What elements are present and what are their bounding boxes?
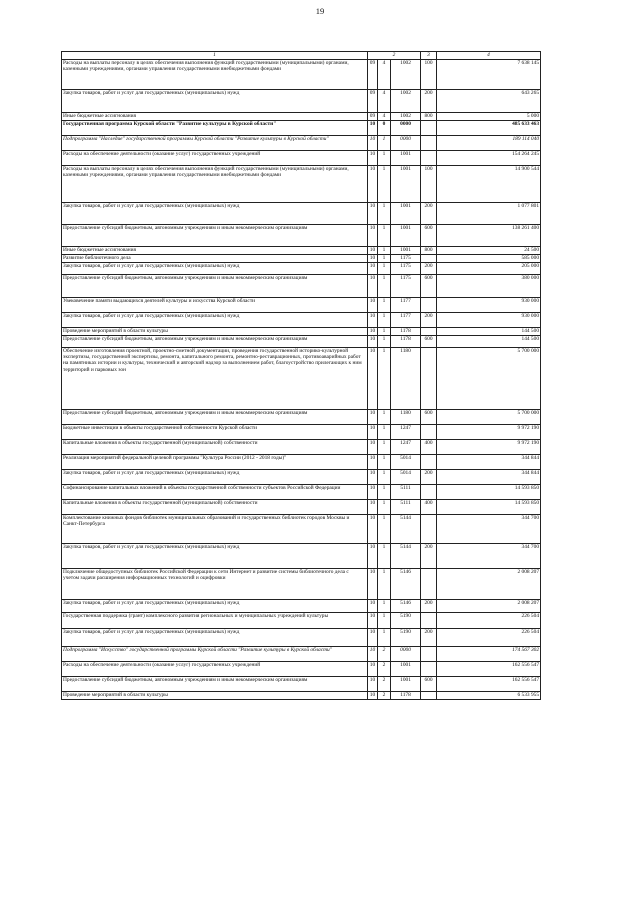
expense-type: 200 [421,90,437,113]
row-name: Закупка товаров, работ и услуг для государственных (муниципальных) нужд [62,203,368,225]
code-a: 10 [368,247,378,255]
header-col-1: 1 [62,52,368,60]
code-a: 10 [368,313,378,328]
expense-type [421,255,437,263]
row-name: Предоставление субсидий бюджетным, автономным учреждениям и иным некоммерческим организациям [62,677,368,692]
table-row [62,113,541,121]
row-amount: 344 700 [437,544,541,569]
code-b: 1 [378,336,391,348]
row-name: Закупка товаров, работ и услуг для государственных (муниципальных) нужд [62,600,368,613]
code-c: 1175 [391,255,421,263]
row-name: Подключение общедоступных библиотек Российской Федерации к сети Интернет и развитие системы библиотечного дела с учетом задачи расширения информационных технологий и оцифровки [62,569,368,600]
table-row [62,166,541,203]
code-a: 10 [368,662,378,677]
row-amount: 5 700 000 [437,410,541,425]
code-a: 10 [368,600,378,613]
table-row [62,225,541,247]
expense-type: 600 [421,336,437,348]
code-a: 10 [368,440,378,455]
row-amount: 6 533 955 [437,692,541,700]
code-a: 10 [368,263,378,275]
row-name: Государственная поддержка (грант) комплексного развития региональных и муниципальных учреждений культуры [62,613,368,629]
row-amount: 485 633 463 [437,121,541,136]
expense-type: 200 [421,313,437,328]
expense-type [421,425,437,440]
code-a: 10 [368,136,378,151]
row-name: Обеспечение изготовления проектной, проектно-сметной документации, проведения государственной историко-культурной экспертизы, государственной экспертизы, ремонта, капитального ремонта, ремонтно-реставрационных, противоаварийных работ на памятниках истории и культуры, технический и авторский надзор за выполнением работ, благоустройство прилегающих к ним территорий и парковых зон [62,348,368,410]
code-a: 10 [368,348,378,410]
code-c: 1002 [391,113,421,121]
row-name: Проведение мероприятий в области культуры [62,692,368,700]
table-row [62,298,541,313]
code-a: 10 [368,455,378,470]
table-row [62,328,541,336]
row-name: Комплектование книжных фондов библиотек муниципальных образований и государственных библиотек городов Москвы и Санкт-Петербурга [62,515,368,544]
table-row [62,336,541,348]
code-b: 4 [378,113,391,121]
code-c: 5014 [391,470,421,485]
code-c: 5144 [391,515,421,544]
code-c: 1001 [391,225,421,247]
row-name: Капитальные вложения в объекты государственной (муниципальной) собственности [62,440,368,455]
row-amount: 5 700 000 [437,348,541,410]
table-row [62,121,541,136]
code-c: 5146 [391,600,421,613]
code-b: 1 [378,470,391,485]
row-amount: 226 504 [437,629,541,647]
row-amount: 7 638 145 [437,60,541,90]
code-a: 10 [368,151,378,166]
table-row [62,455,541,470]
code-a: 10 [368,425,378,440]
row-name: Закупка товаров, работ и услуг для государственных (муниципальных) нужд [62,544,368,569]
code-c: 1178 [391,336,421,348]
row-name: Развитие библиотечного дела [62,255,368,263]
row-name: Государственная программа Курской области "Развитие культуры в Курской области" [62,121,368,136]
table-row [62,470,541,485]
row-amount: 162 556 547 [437,662,541,677]
code-c: 5146 [391,569,421,600]
row-name: Увековечение памяти выдающихся деятелей культуры и искусства Курской области [62,298,368,313]
expense-type: 800 [421,247,437,255]
table-row [62,662,541,677]
code-a: 10 [368,677,378,692]
row-amount: 585 000 [437,255,541,263]
code-c: 1001 [391,247,421,255]
row-amount: 162 556 547 [437,677,541,692]
header-col-4: 4 [437,52,541,60]
expense-type: 200 [421,263,437,275]
row-amount: 930 000 [437,313,541,328]
table-row [62,569,541,600]
code-a: 10 [368,515,378,544]
table-row [62,692,541,700]
code-b: 4 [378,90,391,113]
code-a: 10 [368,166,378,203]
table-row [62,600,541,613]
expense-type [421,136,437,151]
table-row [62,500,541,515]
expense-type [421,455,437,470]
row-amount: 144 500 [437,328,541,336]
code-a: 10 [368,569,378,600]
code-c: 1178 [391,328,421,336]
expense-type: 600 [421,225,437,247]
table-row [62,677,541,692]
row-amount: 14 900 544 [437,166,541,203]
code-a: 09 [368,90,378,113]
code-b: 1 [378,348,391,410]
table-row [62,348,541,410]
expense-type [421,298,437,313]
row-name: Закупка товаров, работ и услуг для государственных (муниципальных) нужд [62,90,368,113]
code-c: 1247 [391,425,421,440]
row-amount: 380 000 [437,275,541,298]
table-row [62,247,541,255]
code-a: 10 [368,336,378,348]
expense-type [421,328,437,336]
row-amount: 9 972 190 [437,440,541,455]
table-header-row [62,52,541,60]
row-name: Предоставление субсидий бюджетным, автономным учреждениям и иным некоммерческим организациям [62,410,368,425]
code-a: 10 [368,647,378,662]
row-name: Предоставление субсидий бюджетным, автономным учреждениям и иным некоммерческим организациям [62,275,368,298]
code-a: 10 [368,203,378,225]
code-b: 1 [378,328,391,336]
code-b: 1 [378,166,391,203]
code-c: 1175 [391,275,421,298]
code-a: 10 [368,485,378,500]
expense-type [421,662,437,677]
row-amount: 174 567 302 [437,647,541,662]
expense-type: 800 [421,113,437,121]
row-amount: 189 114 040 [437,136,541,151]
table-row [62,60,541,90]
row-amount: 5 000 [437,113,541,121]
code-a: 10 [368,629,378,647]
code-c: 5111 [391,500,421,515]
code-a: 10 [368,500,378,515]
code-a: 10 [368,225,378,247]
row-amount: 930 000 [437,298,541,313]
code-a: 09 [368,60,378,90]
row-name: Бюджетные инвестиции в объекты государственной собственности Курской области [62,425,368,440]
code-b: 4 [378,60,391,90]
code-a: 10 [368,544,378,569]
row-amount: 14 593 850 [437,500,541,515]
row-amount: 14 593 850 [437,485,541,500]
code-b: 1 [378,569,391,600]
row-amount: 344 844 [437,455,541,470]
code-b: 1 [378,515,391,544]
code-c: 5014 [391,455,421,470]
code-a: 10 [368,298,378,313]
row-amount: 154 264 245 [437,151,541,166]
code-a: 10 [368,613,378,629]
expense-type: 600 [421,275,437,298]
code-b: 1 [378,544,391,569]
expense-type: 100 [421,166,437,203]
code-c: 1001 [391,677,421,692]
expense-type [421,692,437,700]
page-number: 19 [315,6,325,16]
code-b: 0 [378,121,391,136]
row-amount: 226 504 [437,613,541,629]
table-row [62,313,541,328]
table-row [62,425,541,440]
table-row [62,647,541,662]
row-name: Закупка товаров, работ и услуг для государственных (муниципальных) нужд [62,313,368,328]
code-c: 1001 [391,166,421,203]
row-name: Подпрограмма "Наследие" государственной программы Курской области "Развитие культуры в Курской области" [62,136,368,151]
row-name: Расходы на выплаты персоналу в целях обеспечения выполнения функций государственными (муниципальными) органами, казенными учреждениями, органами управления государственными внебюджетными фондами [62,166,368,203]
table-row [62,203,541,225]
code-c: 5111 [391,485,421,500]
code-a: 10 [368,275,378,298]
code-c: 1001 [391,151,421,166]
code-a: 10 [368,470,378,485]
expense-type [421,485,437,500]
expense-type [421,515,437,544]
code-b: 1 [378,485,391,500]
code-b: 1 [378,225,391,247]
code-b: 1 [378,455,391,470]
code-b: 2 [378,677,391,692]
code-b: 1 [378,313,391,328]
code-b: 1 [378,629,391,647]
code-a: 10 [368,121,378,136]
expense-type: 200 [421,470,437,485]
expense-type: 400 [421,500,437,515]
table-row [62,275,541,298]
code-c: 1180 [391,348,421,410]
row-name: Подпрограмма "Искусство" государственной программы Курской области "Развитие культуры в Курской области" [62,647,368,662]
expense-type: 400 [421,440,437,455]
code-c: 1177 [391,298,421,313]
row-name: Расходы на выплаты персоналу в целях обеспечения выполнения функций государственными (муниципальными) органами, казенными учреждениями, органами управления государственными внебюджетными фондами [62,60,368,90]
table-row [62,90,541,113]
table-row [62,151,541,166]
code-b: 1 [378,275,391,298]
expense-type [421,569,437,600]
code-b: 1 [378,298,391,313]
row-name: Капитальные вложения в объекты государственной (муниципальной) собственности [62,500,368,515]
row-name: Предоставление субсидий бюджетным, автономным учреждениям и иным некоммерческим организациям [62,225,368,247]
code-c: 5190 [391,613,421,629]
code-b: 1 [378,425,391,440]
row-name: Иные бюджетные ассигнования [62,113,368,121]
table-row [62,629,541,647]
header-col-3: 3 [421,52,437,60]
expense-type [421,121,437,136]
expense-type: 600 [421,410,437,425]
code-c: 1002 [391,60,421,90]
code-c: 5144 [391,544,421,569]
row-name: Расходы на обеспечение деятельности (оказание услуг) государственных учреждений [62,662,368,677]
expense-type: 200 [421,600,437,613]
code-a: 10 [368,328,378,336]
code-b: 2 [378,647,391,662]
code-c: 1001 [391,203,421,225]
code-c: 1177 [391,313,421,328]
table-row [62,544,541,569]
code-b: 1 [378,613,391,629]
expense-type: 200 [421,629,437,647]
row-amount: 344 844 [437,470,541,485]
code-c: 5190 [391,629,421,647]
row-name: Расходы на обеспечение деятельности (оказание услуг) государственных учреждений [62,151,368,166]
code-a: 10 [368,410,378,425]
row-amount: 344 700 [437,515,541,544]
row-amount: 138 261 400 [437,225,541,247]
table-row [62,410,541,425]
code-b: 1 [378,203,391,225]
code-c: 0000 [391,647,421,662]
code-a: 10 [368,255,378,263]
row-name: Закупка товаров, работ и услуг для государственных (муниципальных) нужд [62,263,368,275]
code-c: 0000 [391,136,421,151]
row-amount: 643 265 [437,90,541,113]
row-name: Закупка товаров, работ и услуг для государственных (муниципальных) нужд [62,470,368,485]
code-b: 1 [378,263,391,275]
row-name: Реализация мероприятий федеральной целевой программы "Культура России (2012 - 2018 годы)" [62,455,368,470]
row-name: Предоставление субсидий бюджетным, автономным учреждениям и иным некоммерческим организациям [62,336,368,348]
table-row [62,136,541,151]
code-b: 1 [378,247,391,255]
code-c: 1178 [391,692,421,700]
table-row [62,613,541,629]
row-amount: 144 500 [437,336,541,348]
code-c: 1002 [391,90,421,113]
expense-type: 200 [421,544,437,569]
row-amount: 2 008 207 [437,569,541,600]
table-row [62,440,541,455]
code-b: 2 [378,692,391,700]
row-amount: 24 500 [437,247,541,255]
row-amount: 1 077 801 [437,203,541,225]
row-amount: 2 008 207 [437,600,541,613]
code-c: 1180 [391,410,421,425]
expense-type [421,647,437,662]
expense-type: 200 [421,203,437,225]
code-c: 0000 [391,121,421,136]
code-b: 1 [378,151,391,166]
code-b: 1 [378,500,391,515]
code-a: 10 [368,692,378,700]
code-b: 2 [378,662,391,677]
row-name: Проведение мероприятий в области культуры [62,328,368,336]
row-name: Закупка товаров, работ и услуг для государственных (муниципальных) нужд [62,629,368,647]
code-b: 1 [378,255,391,263]
row-amount: 205 000 [437,263,541,275]
table-row [62,515,541,544]
expense-type [421,348,437,410]
code-c: 1175 [391,263,421,275]
code-b: 1 [378,136,391,151]
code-a: 09 [368,113,378,121]
code-b: 1 [378,410,391,425]
code-b: 1 [378,440,391,455]
row-amount: 9 972 190 [437,425,541,440]
budget-table [61,51,541,700]
row-name: Иные бюджетные ассигнования [62,247,368,255]
row-name: Софинансирование капитальных вложений в объекты государственной собственности субъектов Российской Федерации [62,485,368,500]
table-row [62,255,541,263]
table-row [62,485,541,500]
expense-type [421,613,437,629]
code-c: 1247 [391,440,421,455]
code-c: 1001 [391,662,421,677]
expense-type: 100 [421,60,437,90]
expense-type: 600 [421,677,437,692]
header-col-2: 2 [368,52,421,60]
code-b: 1 [378,600,391,613]
expense-type [421,151,437,166]
table-row [62,263,541,275]
